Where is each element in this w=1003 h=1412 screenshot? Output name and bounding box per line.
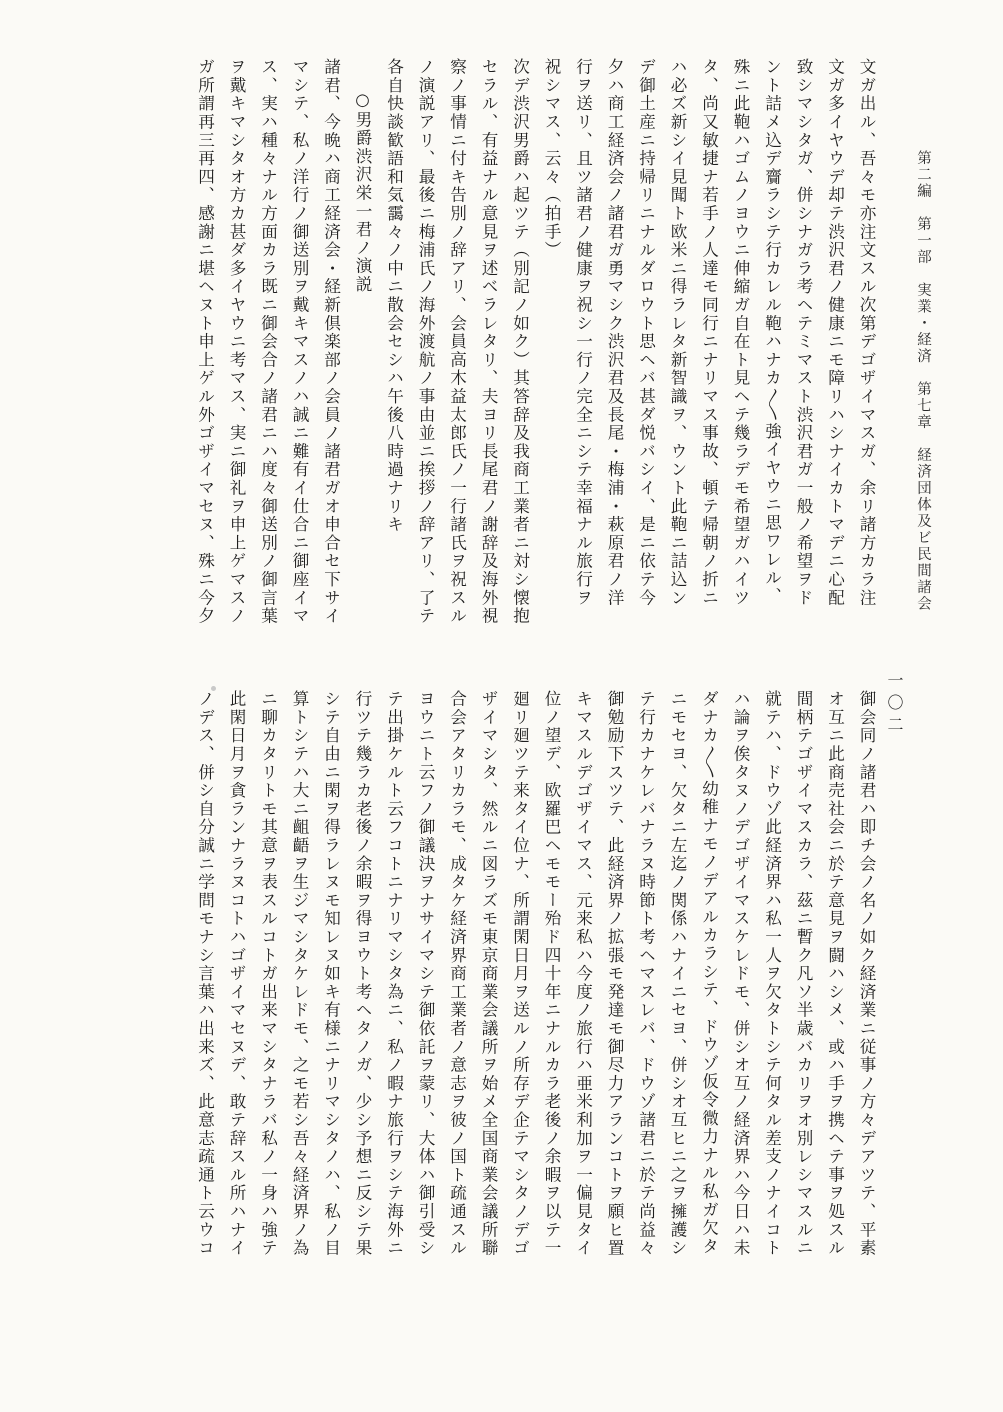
text-column: ダナカ〳〵幼稚ナモノデアルカラシテ、ドウゾ仮令微力ナル私ガ欠タ xyxy=(699,690,719,1256)
text-column: ハ必ズ新シイ見聞ト欧米ニ得ラレタ新智識ヲ、ウント此鞄ニ詰込ン xyxy=(668,58,687,607)
text-column: ザイマシタ、然ルニ図ラズモ東京商業会議所ヲ始メ全国商業会議所聯 xyxy=(479,690,498,1258)
text-column: 各自快談歓語和気靄々ノ中ニ散会セシハ午後八時過ナリキ xyxy=(384,58,404,534)
page-number: 一〇二 xyxy=(885,672,904,738)
text-column: デ御土産ニ持帰リニナルダロウト思ヘバ甚ダ悦バシイ、是ニ依テ今 xyxy=(636,58,656,607)
text-column: タ、尚又敏捷ナ若手ノ人達モ同行ニナリマス事故、頓テ帰朝ノ折ニ xyxy=(699,58,719,607)
text-column: ヨウニト云フノ御議決ヲナサイマシテ御依託ヲ蒙リ、大体ハ御引受シ xyxy=(416,690,435,1258)
text-column: テ行カナケレバナラヌ時節ト考ヘマスレバ、ドウゾ諸君ニ於テ尚益々 xyxy=(636,690,656,1258)
text-column: 祝シマス、云々（拍手） xyxy=(542,58,561,260)
text-column: オ互ニ此商売社会ニ於テ意見ヲ闘ハシメ、或ハ手ヲ携ヘテ事ヲ処スル xyxy=(825,690,845,1258)
text-column: 御会同ノ諸君ハ即チ会ノ名ノ如ク経済業ニ従事ノ方々デアツテ、平素 xyxy=(857,690,876,1258)
text-column: シテ自由ニ閑ヲ得ラレヌモ知レヌ如キ有様ニナリマシタノハ、私ノ目 xyxy=(321,690,341,1258)
text-column: テ出掛ケルト云フコトニナリマシタ為ニ、私ノ暇ナ旅行ヲシテ海外ニ xyxy=(384,690,404,1258)
text-column: 次デ渋沢男爵ハ起ツテ（別記ノ如ク）其答辞及我商工業者ニ対シ懐抱 xyxy=(510,58,530,626)
text-column: 位ノ望デ、欧羅巴ヘモモー殆ド四十年ニナルカラ老後ノ余暇ヲ以テ一 xyxy=(542,690,561,1258)
text-column: セラル、有益ナル意見ヲ述ベラレタリ、夫ヨリ長尾君ノ謝辞及海外視 xyxy=(479,58,498,626)
text-column: 合会アタリカラモ、成タケ経済界商工業者ノ意志ヲ彼ノ国ト疏通スル xyxy=(447,690,467,1258)
text-column: ハ論ヲ俟タヌノデゴザイマスケレドモ、併シオ互ノ経済界ハ今日ハ未 xyxy=(731,690,750,1258)
lower-text-block xyxy=(195,690,882,1350)
text-column: 行ツテ幾ラカ老後ノ余暇ヲ得ヨウト考ヘタノガ、少シ予想ニ反シテ果 xyxy=(353,690,372,1258)
text-column: 夕ハ商工経済会ノ諸君ガ勇マシク渋沢君及長尾・梅浦・萩原君ノ洋 xyxy=(605,58,624,607)
text-column: 算トシテハ大ニ齟齬ヲ生ジマシタケレドモ、之モ若シ吾々経済界ノ為 xyxy=(290,690,309,1258)
text-column: ノデス、併シ自分誠ニ学問モナシ言葉ハ出来ズ、此意志疏通ト云ウコ xyxy=(195,690,215,1258)
text-column: ント詰メ込デ齎ラシテ行カレル鞄ハナカ〳〵強イヤウニ思ワレル、 xyxy=(762,58,782,606)
text-column: 間柄テゴザイマスカラ、茲ニ暫ク凡ソ半歳バカリヲオ別レシマスルニ xyxy=(794,690,813,1258)
text-column: 行ヲ送リ、且ツ諸君ノ健康ヲ祝シ一行ノ完全ニシテ幸福ナル旅行ヲ xyxy=(573,58,593,607)
text-column: 御勉励下スツテ、此経済界ノ拡張モ発達モ御尽力アランコトヲ願ヒ置 xyxy=(605,690,624,1258)
text-column: 就テハ、ドウゾ此経済界ハ私一人ヲ欠タトシテ何タル差支ノナイコト xyxy=(762,690,782,1258)
text-column: マシテ、私ノ洋行ノ御送別ヲ戴キマスノハ誠ニ難有イ仕合ニ御座イマ xyxy=(290,58,309,626)
text-column: 殊ニ此鞄ハゴムノヨウニ伸縮ガ自在ト見ヘテ幾ラデモ希望ガハイツ xyxy=(731,58,750,607)
text-column: 察ノ事情ニ付キ告別ノ辞アリ、会員高木益太郎氏ノ一行諸氏ヲ祝スル xyxy=(447,58,467,626)
text-column: 文ガ出ル、吾々モ亦注文スル次第デゴザイマスガ、余リ諸方カラ注 xyxy=(857,58,876,607)
text-column: 諸君、今晩ハ商工経済会・経新倶楽部ノ会員ノ諸君ガオ申合セ下サイ xyxy=(321,58,341,626)
text-column: ヲ戴キマシタオ方カ甚ダ多イヤウニ考マス、実ニ御礼ヲ申上ゲマスノ xyxy=(227,58,246,626)
text-column: ガ所謂再三再四、感謝ニ堪ヘヌト申上ゲル外ゴザイマセヌ、殊ニ今夕 xyxy=(195,58,215,626)
text-column: 此閑日月ヲ貪ランナラヌコトハゴザイマセヌデ、敢テ辞スル所ハナイ xyxy=(227,690,246,1258)
text-column: ノ演説アリ、最後ニ梅浦氏ノ海外渡航ノ事由並ニ挨拶ノ辞アリ、了テ xyxy=(416,58,435,626)
running-header: 第二編 第一部 実業・経済 第七章 経済団体及ビ民間諸会 xyxy=(915,150,931,612)
text-column: ニモセヨ、欠タニ左迄ノ関係ハナイニセヨ、併シオ互ヒニ之ヲ擁護シ xyxy=(668,690,687,1258)
text-column: キマスルデゴザイマス、元来私ハ今度ノ旅行ハ亜米利加ヲ一偏見タイ xyxy=(573,690,593,1258)
text-column: ニ聊カタリトモ其意ヲ表スルコトガ出来マシタナラバ私ノ一身ハ強テ xyxy=(258,690,278,1258)
text-column: 廻リ廻ツテ来タイ位ナ、所謂閑日月ヲ送ルノ所存デ企テマシタノデゴ xyxy=(510,690,530,1258)
upper-text-block xyxy=(42,58,882,658)
text-column: 致シマシタガ、併シナガラ考ヘテミマスト渋沢君ガ一般ノ希望ヲド xyxy=(794,58,813,607)
text-column: 文ガ多イヤウデ却テ渋沢君ノ健康ニモ障リハシナイカトマデニ心配 xyxy=(825,58,845,607)
text-column: ス、実ハ種々ナル方面カラ既ニ御会合ノ諸君ニハ度々御送別ノ御言葉 xyxy=(258,58,278,626)
section-heading: ○男爵渋沢栄一君ノ演説 xyxy=(353,90,372,294)
